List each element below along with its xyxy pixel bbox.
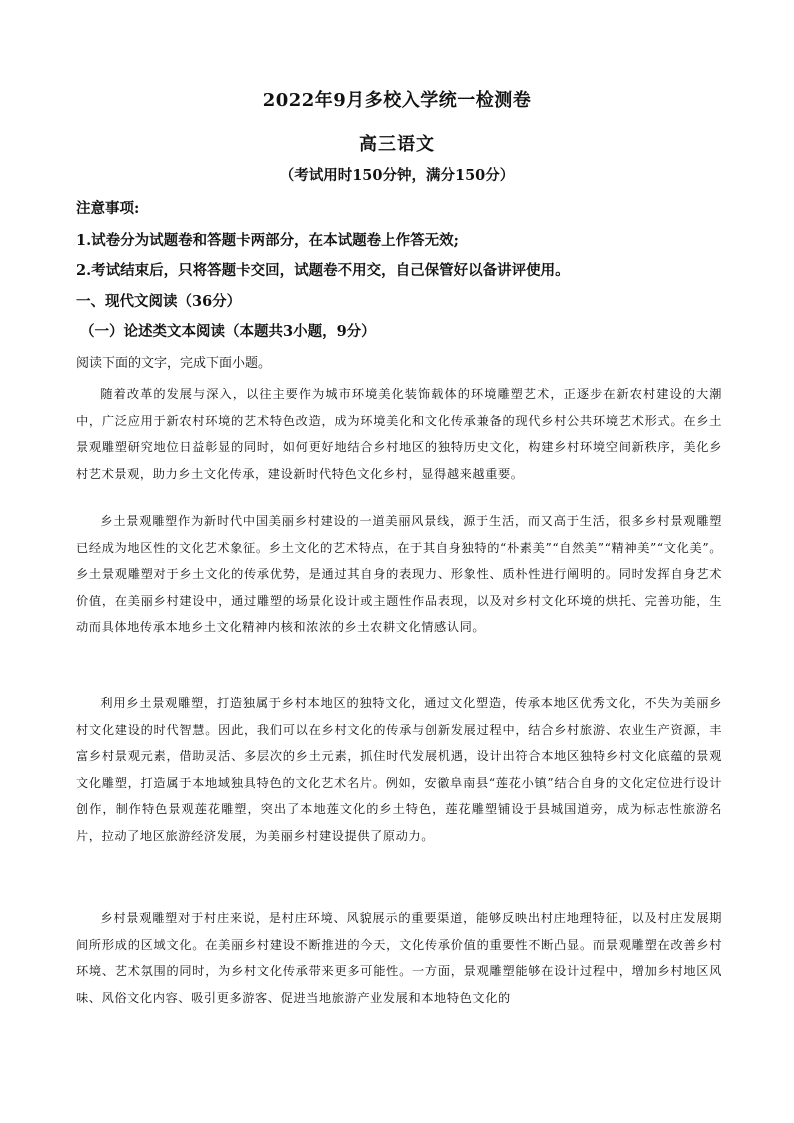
passage-paragraph: 利用乡土景观雕塑，打造独属于乡村本地区的独特文化，通过文化塑造，传承本地区优秀文化，不失为美丽乡村文化建设的时代智慧。因此，我们可以在乡村文化的传承与创新发展过程中，结合乡村旅游、农业生产资源，丰富乡村景观元素，借助灵活、多层次的乡土元素，抓住时代发展机遇，设计出符合本地区独特乡村文化底蕴的景观文化雕塑，打造属于本地域独具特色的文化艺术名片。例如，安徽阜南县“莲花小镇”结合自身的文化定位进行设计创作，制作特色景观莲花雕塑，突出了本地莲文化的乡土特色，莲花雕塑铺设于县城国道旁，成为标志性旅游名片，拉动了地区旅游经济发展，为美丽乡村建设提供了原动力。 — [76, 696, 722, 843]
notice-heading: 注意事项: — [76, 200, 140, 217]
passage-paragraph: 乡村景观雕塑对于村庄来说，是村庄环境、风貌展示的重要渠道，能够反映出村庄地理特征，以及村庄发展期间所形成的区域文化。在美丽乡村建设不断推进的今天，文化传承价值的重要性不断凸显。而景观雕塑在改善乡村环境、艺术氛围的同时，为乡村文化传承带来更多可能性。一方面，景观雕塑能够在设计过程中，增加乡村地区风味、风俗文化内容、吸引更多游客、促进当地旅游产业发展和本地特色文化的 — [76, 911, 722, 1005]
passage-paragraph: 乡土景观雕塑作为新时代中国美丽乡村建设的一道美丽风景线，源于生活，而又高于生活，很多乡村景观雕塑已经成为地区性的文化艺术象征。乡土文化的艺术特点，在于其自身独特的“朴素美”“自然美”“精神美”“文化美”。乡土景观雕塑对于乡土文化的传承优势，是通过其自身的表现力、形象性、质朴性进行阐明的。同时发挥自身艺术价值，在美丽乡村建设中，通过雕塑的场景化设计或主题性作品表现，以及对乡村文化环境的烘托、完善功能，生动而具体地传承本地乡土文化精神内核和浓浓的乡土农耕文化情感认同。 — [76, 514, 722, 634]
passage-paragraph: 随着改革的发展与深入，以往主要作为城市环境美化装饰载体的环境雕塑艺术，正逐步在新农村建设的大潮中，广泛应用于新农村环境的艺术特色改造，成为环境美化和文化传承兼备的现代乡村公共环境艺术形式。在乡土景观雕塑研究地位日益彰显的同时，如何更好地结合乡村地区的独特历史文化，构建乡村环境空间新秩序，美化乡村艺术景观，助力乡土文化传承，建设新时代特色文化乡村，显得越来越重要。 — [76, 387, 722, 481]
notice-item: 1.试卷分为试题卷和答题卡两部分，在本试题卷上作答无效; — [76, 232, 459, 249]
exam-title: 2022年9月多校入学统一检测卷 — [262, 90, 532, 111]
section-heading: 一、现代文阅读（36分） — [76, 293, 242, 310]
exam-subject: 高三语文 — [359, 134, 435, 155]
notice-item: 2.考试结束后，只将答题卡交回，试题卷不用交，自己保管好以备讲评使用。 — [76, 262, 570, 279]
subsection-heading: （一）论述类文本阅读（本题共3小题，9分） — [80, 323, 376, 340]
reading-instruction: 阅读下面的文字，完成下面小题。 — [76, 356, 272, 371]
exam-time-score-info: （考试用时150分钟，满分150分） — [279, 167, 515, 184]
